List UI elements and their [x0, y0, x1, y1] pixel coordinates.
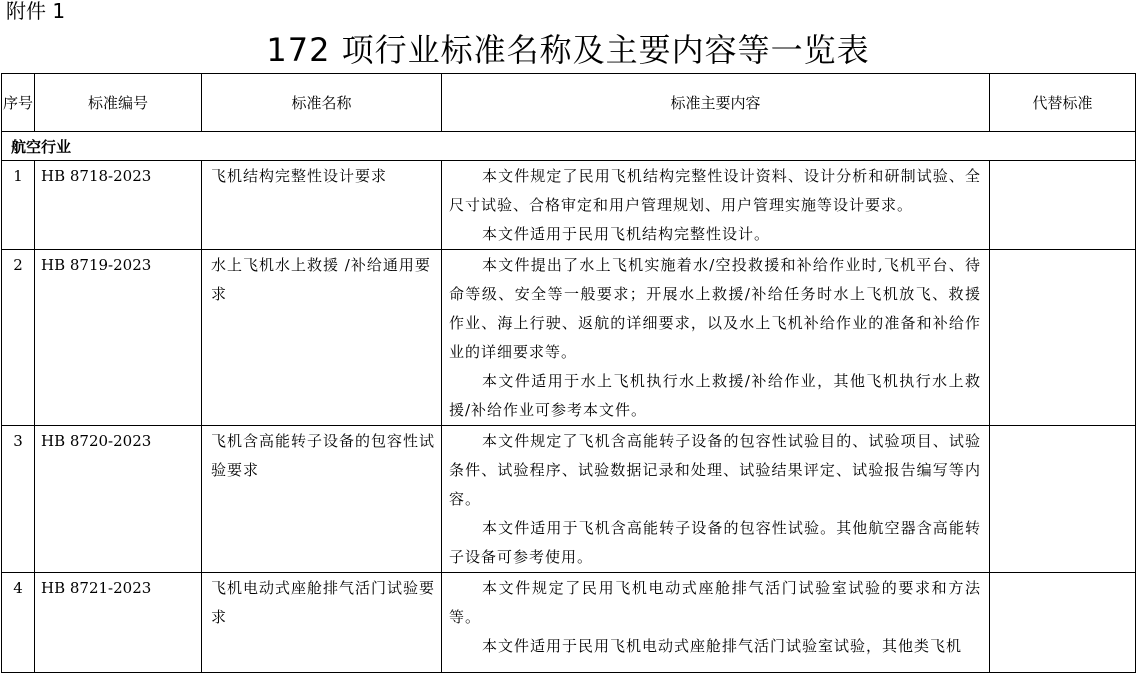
document-title: 172 项行业标准名称及主要内容等一览表: [266, 31, 870, 69]
row-number: 4: [2, 573, 35, 673]
table-row: [2, 426, 1136, 573]
content-paragraph: 本文件规定了飞机含高能转子设备的包容性试验目的、试验项目、试验条件、试验程序、试验数据记录和处理、试验结果评定、试验报告编写等内容。: [449, 432, 981, 508]
content-paragraph: 本文件适用于飞机含高能转子设备的包容性试验。其他航空器含高能转子设备可参考使用。: [449, 519, 981, 566]
standard-code: HB 8719-2023: [35, 250, 202, 426]
standard-content: [442, 250, 990, 426]
row-number: 3: [2, 426, 35, 573]
category-label: 航空行业: [2, 132, 1136, 161]
replaced-standard: [990, 161, 1136, 250]
content-paragraph: 本文件规定了民用飞机电动式座舱排气活门试验室试验的要求和方法等。: [449, 579, 981, 626]
content-paragraph: 本文件适用于民用飞机结构完整性设计。: [482, 225, 771, 243]
content-paragraph: 本文件适用于民用飞机电动式座舱排气活门试验室试验，其他类飞机: [482, 637, 963, 655]
replaced-standard: [990, 250, 1136, 426]
content-paragraph: 本文件适用于水上飞机执行水上救援/补给作业，其他飞机执行水上救援/补给作业可参考本文件。: [449, 372, 981, 419]
standard-content: [442, 426, 990, 573]
table-row: [2, 573, 1136, 673]
header-name: 标准名称: [202, 74, 442, 132]
standard-name: 飞机电动式座舱排气活门试验要求: [202, 573, 442, 673]
content-paragraph: 本文件提出了水上飞机实施着水/空投救援和补给作业时,飞机平台、待命等级、安全等一般要求；开展水上救援/补给任务时水上飞机放飞、救援作业、海上行驶、返航的详细要求，以及水上飞机补给作业的准备和补给作业的详细要求等。: [449, 256, 981, 361]
header-content: 标准主要内容: [442, 74, 990, 132]
table-row: [2, 250, 1136, 426]
standard-name: 飞机结构完整性设计要求: [202, 161, 442, 250]
standard-code: HB 8720-2023: [35, 426, 202, 573]
standard-content: [442, 161, 990, 250]
standard-content: [442, 573, 990, 673]
standards-table: [1, 73, 1136, 673]
category-row: [2, 132, 1136, 161]
header-replace: 代替标准: [990, 74, 1136, 132]
standard-code: HB 8721-2023: [35, 573, 202, 673]
attachment-label: 附件 1: [6, 0, 66, 23]
replaced-standard: [990, 573, 1136, 673]
header-seq: 序号: [2, 74, 35, 132]
replaced-standard: [990, 426, 1136, 573]
standard-code: HB 8718-2023: [35, 161, 202, 250]
table-header-row: [2, 74, 1136, 132]
content-paragraph: 本文件规定了民用飞机结构完整性设计资料、设计分析和研制试验、全尺寸试验、合格审定和用户管理规划、用户管理实施等设计要求。: [449, 167, 981, 214]
table-row: [2, 161, 1136, 250]
header-code: 标准编号: [35, 74, 202, 132]
standard-name: 水上飞机水上救援 /补给通用要求: [202, 250, 442, 426]
row-number: 1: [2, 161, 35, 250]
standard-name: 飞机含高能转子设备的包容性试验要求: [202, 426, 442, 573]
row-number: 2: [2, 250, 35, 426]
